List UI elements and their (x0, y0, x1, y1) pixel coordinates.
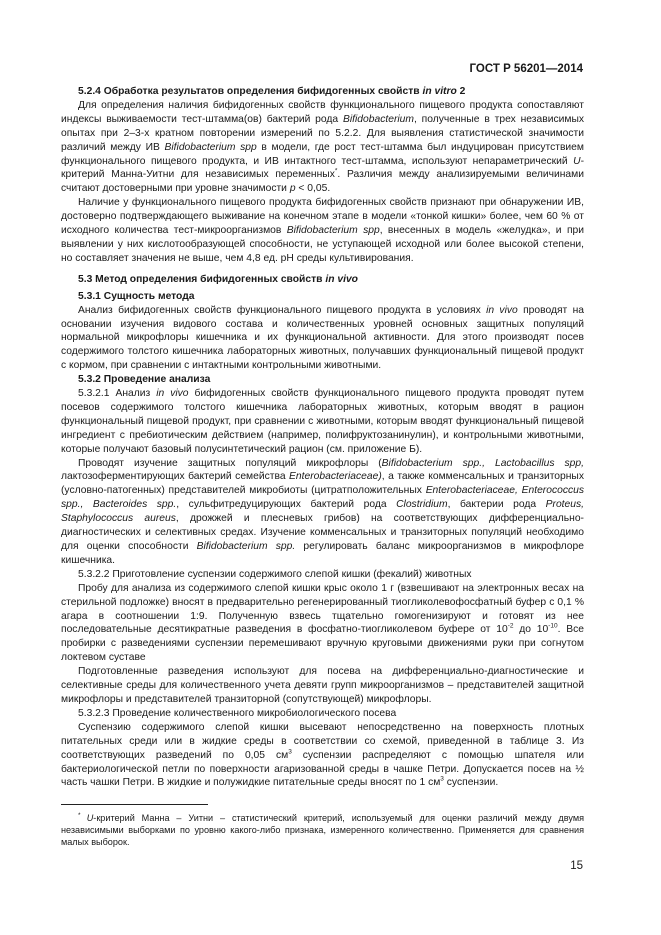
dilutions-usage-paragraph: Подготовленные разведения используют для посева на дифференциально-диагностические и селективные среды для количественного учета девяти групп микроорганизмов – представителей защитной микрофлоры и представителей транзиторной (сопутствующей) микрофлоры. (61, 666, 584, 705)
section-5-3-heading: 5.3 Метод определения бифидогенных свойств in vivo (78, 273, 358, 285)
document-body (61, 85, 584, 790)
footnote: * U-критерий Манна – Уитни – статистический критерий, используемый для оценки различий между двумя независимыми выборками по уровню какого-либо признака, измеренного количественно. Применяется для сравнения малых выборок. (61, 811, 584, 848)
section-5-2-4-heading: 5.2.4 Обработка результатов определения бифидогенных свойств in vitro 2 (78, 86, 466, 97)
section-5-3-2-heading: 5.3.2 Проведение анализа (78, 374, 211, 386)
footnote-divider (61, 804, 208, 805)
section-5-2-4-paragraph-1: Для определения наличия бифидогенных свойств функционального пищевого продукта сопоставляют индексы выживаемости тест-штамма(ов) бактерий рода Bifidobacterium, полученные в трех независимых опытах при 2–3-х кратном повторении измерений по 5.2.2. Для выявления статистической значимости различий между ИВ Bifidobacterium spp в модели, где рост тест-штамма был индуцирован присутствием функционального пищевого продукта, и ИВ интактного тест-штамма, используют непараметрический U-критерий Манна-Уитни для независимых переменных*. Различия между анализируемыми величинами считают достоверными при уровне значимости р < 0,05. (61, 99, 584, 195)
section-5-3-2-3-heading: 5.3.2.3 Проведение количественного микробиологического посева (78, 707, 397, 719)
document-id-header: ГОСТ Р 56201—2014 (469, 63, 583, 75)
footnote-reference: * (334, 168, 338, 176)
section-5-3-1-heading: 5.3.1 Сущность метода (78, 290, 195, 302)
section-5-3-1-paragraph: Анализ бифидогенных свойств функционального пищевого продукта в условиях in vivo проводят на основании изучения видового состава и количественных уровней основных защитных популяций нормальной микрофлоры кишечника и их функциональной активности. Для этого производят посев содержимого толстого кишечника лабораторных животных, получавших функциональный пищевой продукт с кормом, при сравнении с интактными контрольными животными. (61, 304, 584, 372)
footnote-mark: * (78, 811, 87, 819)
microflora-populations-paragraph: Проводят изучение защитных популяций микрофлоры (Bifidobacterium spp., Lactobacillus spp, лактозоферментирующих бактерий семейства Enterobacteriaceae), а также комменсальных и транзиторных (условно-патогенных) представителей микробиоты (цитратположительных Enterobacteriaceae, Enterococcus spp., Bacteroides spp., сульфитредуцирующих бактерий рода Clostridium, бактерии рода Proteus, Staphylococcus aureus, дрожжей и плесневых грибов) на соответствующих дифференциально-диагностических и селективных средах. Изучение комменсальных и транзиторных популяций необходимо для оценки способности Bifidobacterium spp. регулировать баланс микроорганизмов в микрофлоре кишечника. (61, 457, 585, 566)
page-number: 15 (570, 860, 583, 872)
seeding-paragraph: Суспензию содержимого слепой кишки высевают непосредственно на поверхность плотных питательных среди или в жидкие среды в соответствии со схемой, приведенной в таблице 3. Из соответствующих разведений по 0,05 $см^3$ суспензии распределяют с помощью шпателя или бактериологической петли по поверхности агаризованной среды в чашке Петри. Допускается посев на ½ часть чашки Петри. В жидкие и полужидкие питательные среды вносят по 1 $см^3$ суспензии. (61, 721, 584, 789)
section-5-2-4-paragraph-2: Наличие у функционального пищевого продукта бифидогенных свойств признают при обнаружении ИВ, достоверно подтверждающего выживание на конечном этапе в модели «тонкой кишки» более, чем 60 % от исходного количества тест-микроорганизмов Bifidobacterium spp, внесенных в модель «желудка», и при выявлении у них кислотообразующей способности, не уступающей исходной или более высокой степени, но составляет значения не выше, чем 4,8 ед. рН среды культивирования. (61, 197, 584, 264)
section-5-3-2-2-heading: 5.3.2.2 Приготовление суспензии содержимого слепой кишки (фекалий) животных (78, 568, 472, 580)
section-5-3-2-1-paragraph: 5.3.2.1 Анализ in vivo бифидогенных свойств функционального пищевого продукта проводят путем посевов содержимого толстого кишечника лабораторных животных, которым вводят в рацион функциональный пищевой продукт, при сравнении с животными, которым вводят функциональный пищевой ингредиент с пребиотическим действием (например, полифруктозанинулин), и контрольными животными, которые получают базовый полусинтетический рацион (см. приложение Б). (61, 388, 584, 455)
sample-preparation-paragraph: Пробу для анализа из содержимого слепой кишки крыс около 1 г (взвешивают на электронных весах на стерильной подложке) вносят в предварительно регенерированный тиогликолевофосфатный буфер с 0,1 % агара в соотношении 1:9. Полученную взвесь тщательно гомогенизируют и готовят из нее последовательные десятикратные разведения в фосфатно-тиогликолевом буфере от $10^{-2}$ до $10^{-10}$. Все пробирки с разведениями суспензии перемешивают вручную круговыми движениями руки при согнутом локтевом суставе (61, 582, 584, 664)
